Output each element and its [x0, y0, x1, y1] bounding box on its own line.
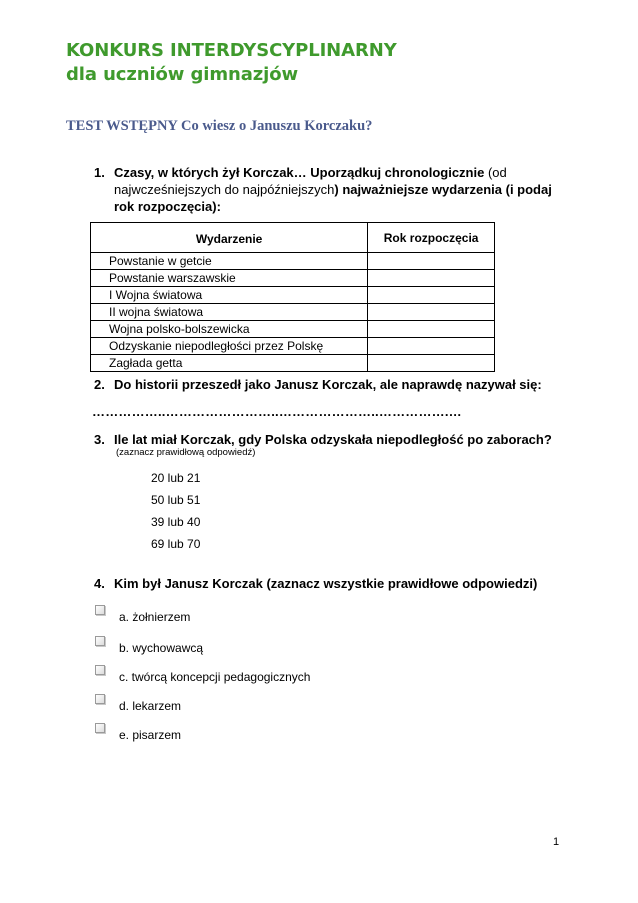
checkbox-icon[interactable]: [95, 605, 105, 615]
year-cell[interactable]: [368, 287, 495, 304]
question-4-text: Kim był Janusz Korczak (zaznacz wszystkie prawidłowe odpowiedzi): [114, 576, 538, 591]
event-cell: Odzyskanie niepodległości przez Polskę: [91, 338, 368, 355]
question-4: [94, 575, 574, 595]
answer-line[interactable]: ……………..……………………..…………………..…………….…: [92, 404, 462, 419]
question-3-note: (zaznacz prawidłową odpowiedź): [116, 447, 256, 458]
question-1-bold-part-1: Czasy, w których żył Korczak… Uporządkuj chronologicznie: [114, 165, 485, 180]
contest-title: KONKURS INTERDYSCYPLINARNY: [66, 40, 397, 61]
year-cell[interactable]: [368, 270, 495, 287]
checkbox-icon[interactable]: [95, 694, 105, 704]
question-2-text: Do historii przeszedł jako Janusz Korczak, ale naprawdę nazywał się:: [114, 377, 542, 392]
event-cell: I Wojna światowa: [91, 287, 368, 304]
question-1-bold-part-2: ) najważniejsze wydarzenia (i podaj rok rozpoczęcia):: [114, 182, 552, 214]
option-label: c. twórcą koncepcji pedagogicznych: [119, 670, 311, 684]
event-cell: Zagłada getta: [91, 355, 368, 372]
checkbox-icon[interactable]: [95, 723, 105, 733]
contest-subtitle: dla uczniów gimnazjów: [66, 64, 298, 85]
table-row: [91, 287, 495, 304]
question-1: [94, 164, 554, 216]
checkbox-icon[interactable]: [95, 665, 105, 675]
question-1-normal-part: (od najwcześniejszych do najpóźniejszych: [114, 165, 507, 197]
answer-option[interactable]: 69 lub 70: [151, 537, 201, 551]
question-1-text: [114, 164, 554, 215]
column-header-event: Wydarzenie: [91, 223, 368, 253]
year-cell[interactable]: [368, 253, 495, 270]
column-header-year: Rok rozpoczęcia: [368, 223, 495, 253]
answer-option[interactable]: 20 lub 21: [151, 471, 201, 485]
question-1-number: 1.: [94, 165, 105, 180]
option-label: a. żołnierzem: [119, 610, 191, 624]
checkbox-icon[interactable]: [95, 636, 105, 646]
year-cell[interactable]: [368, 355, 495, 372]
table-row: [91, 304, 495, 321]
answer-option[interactable]: 50 lub 51: [151, 493, 201, 507]
test-title: TEST WSTĘPNY Co wiesz o Januszu Korczaku?: [66, 118, 373, 134]
question-3-text: Ile lat miał Korczak, gdy Polska odzyskała niepodległość po zaborach?: [114, 432, 552, 447]
year-cell[interactable]: [368, 338, 495, 355]
table-row: [91, 321, 495, 338]
year-cell[interactable]: [368, 304, 495, 321]
table-row: [91, 338, 495, 355]
option-label: b. wychowawcą: [119, 641, 204, 655]
question-4-number: 4.: [94, 576, 105, 591]
event-cell: Powstanie w getcie: [91, 253, 368, 270]
page-number: 1: [553, 836, 560, 848]
table-row: [91, 355, 495, 372]
event-cell: II wojna światowa: [91, 304, 368, 321]
event-cell: Powstanie warszawskie: [91, 270, 368, 287]
year-cell[interactable]: [368, 321, 495, 338]
events-table-header: [91, 223, 495, 253]
option-label: d. lekarzem: [119, 699, 182, 713]
answer-option[interactable]: 39 lub 40: [151, 515, 201, 529]
option-label: e. pisarzem: [119, 728, 182, 742]
table-row: [91, 253, 495, 270]
events-table: [90, 222, 495, 372]
table-row: [91, 270, 495, 287]
question-2: [94, 376, 574, 396]
event-cell: Wojna polsko-bolszewicka: [91, 321, 368, 338]
question-2-number: 2.: [94, 377, 105, 392]
question-3-number: 3.: [94, 432, 105, 447]
